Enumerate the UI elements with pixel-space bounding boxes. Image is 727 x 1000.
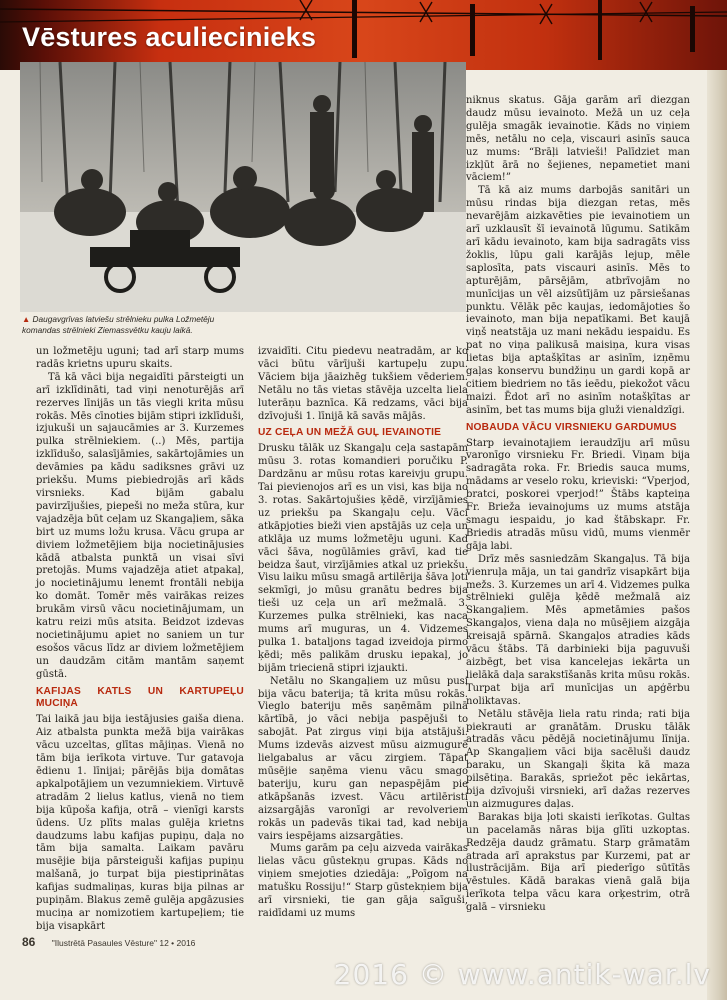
paragraph: Netālu no Skangaļiem uz mūsu pusi bija vācu baterija; tā krita mūsu rokās. Vieglo bateriju mēs saņēmām pilnā kārtībā, jo vāci nebija paspējuši to sabojāt. Pat zirgus viņi bija atstājuši. Mums izdevās aizvest mūsu aizmugurē lielgabalus ar vācu zirgiem. Tāpat mūsējie saņēma vienu vācu smago bateriju, kuru gan nepaspējām pie atkāpšanās izvest. Vācu artilēristi aizsargājās varonīgi ar revolveriem rokās un padevās tikai tad, kad nebija vairs iespējams aizsargāties. xyxy=(258,675,468,842)
photo-caption xyxy=(22,314,462,335)
paragraph: niknus skatus. Gāja garām arī diezgan daudz mūsu ievainoto. Mežā un uz ceļa gulēja smagāk ievainotie. Kāds no viņiem mēs, netālu no ceļa, viscauri asinīs sauca uz mums: “Brāļi latvieši! Palīdziet man izkļūt ārā no šejienes, nepametiet mani vāciem!” xyxy=(466,95,690,184)
paragraph: izvaidīti. Citu piedevu neatradām, ar ko vāci būtu vārījuši kartupeļu zupu. Vāciem bija jāaizhēg tukšiem vēderiem. Netālu no tās vietas stāvēja uzcelta liela luterāņu baznīca. Kā redzams, vāci bija dzīvojuši 1. līnijā kā savās mājās. xyxy=(258,346,468,422)
paragraph: Drusku tālāk uz Skangaļu ceļa sastapām mūsu 3. rotas komandieri poručiku P. Dardzānu ar mūsu rotas kareivju grupu. Tai pievienojos arī es un visi, kas bija no 3. rotas. Sakārtojušies ķēdē, virzījāmies uz priekšu pa Skangaļu ceļu. Vāci atkāpjoties bieži vien apstājās uz ceļa un atklāja uz mums ložmetēju uguni. Kad vāci šāva, nogūlāmies grāvī, kad tie beidza šaut, virzījāmies atkal uz priekšu. Visu laiku mūsu smagā artilērija šāva ļoti sekmīgi, jo mūsu granātu bedres bija tieši uz ceļa un arī mežmalā. 3. Kurzemes pulka strēlnieki, kas naca mums arī muguras, un 4. Vidzemes pulka 1. bataljons tagad izveidoja pirmo ķēdi; mēs palikām drusku iepakaļ, jo bijām triecienā stipri izjaukti. xyxy=(258,443,468,674)
caption-line-1: Daugavgrīvas latviešu strēlnieku pulka Ložmetēju xyxy=(32,314,215,324)
publication-info: "Ilustrētā Pasaules Vēsture" 12 • 2016 xyxy=(51,938,196,948)
paragraph: Netālu stāvēja liela ratu rinda; rati bija piekrauti ar granātām. Drusku tālāk atradās vācu pēdējā nocietinājumu līnija. Ap Skangaļiem vāci bija sacēluši daudz baraku, un Skangaļi šķita kā maza pilsētiņa. Barakās, spriežot pēc iekārtas, bija dzīvojuši virsnieki, arī dažas rezerves un aizmugures daļas. xyxy=(466,708,690,810)
text-column-2 xyxy=(258,346,468,921)
text-column-3 xyxy=(466,95,690,915)
site-watermark: 2016 © www.antik-war.lv xyxy=(333,958,711,991)
paragraph: Starp ievainotajiem ieraudzīju arī mūsu varonīgo virsnieku Fr. Briedi. Viņam bija sadragāta roka. Fr. Briedis sauca mums, mādams ar veselo roku, krieviski: “Vperjod, bratci, poskorei vperjod!” Štābs kapteiņa Fr. Brieža ievainojums uz mums atstāja smagu iespaidu, jo kad štābskapr. Fr. Briedis atradās mūsu vidū, mums vienmēr gāja labi. xyxy=(466,437,690,552)
page-title: Vēstures aculiecinieks xyxy=(22,22,317,52)
soldiers-photo-illustration xyxy=(20,62,466,312)
caption-line-2: komandas strēlnieki Ziemassvētku kauju laikā. xyxy=(22,324,193,335)
paragraph: Tai laikā jau bija iestājusies gaiša diena. Aiz atbalsta punkta mežā bija vairākas vācu uzceltas, glītas mājiņas. Vienā no tām bija ierīkota virtuve. Tur gatavoja ēdienu 1. līnijai; pārējās bija domātas apkalpotājiem un vezumniekiem. Virtuvē atradām 2 lielus katlus, vienā no tiem bija kūpoša kafija, otrā – vienīgi karsts ūdens. Uz plīts malas gulēja krietns daudzums labu kafijas pupiņu, daļa no tām bija samalta. Laikam pavāru musējie bija pārsteiguši kafijas pupiņu malšanā, jo turpat bija piestiprinātas kafijas sudmaliņas, kuras bija pilnas ar pupiņām. Blakus zemē gulēja apgāzusies muciņa ar nomizotiem kartupeļiem; tie bija visapkārt xyxy=(36,714,244,932)
caption-triangle-icon: ▲ xyxy=(22,314,31,324)
text-column-1 xyxy=(36,346,244,934)
paragraph: un ložmetēju uguni; tad arī starp mums radās krietns upuru skaits. xyxy=(36,346,244,370)
paragraph: Tā kā vāci bija negaidīti pārsteigti un arī izklīdināti, tad viņi nenoturējās arī rezerves līnijās un tās viegli krita mūsu rokās. Mēs cīnoties bijām stipri izklīduši, izjukuši un sajaucāmies ar 3. Kurzemes pulka strēlniekiem. (..) Mēs, partija izklīdušo, salasījāmies, sakārtojāmies un devāmies pa kādu sadiksnes grāvi uz priekšu. Mums piebiedrojās arī kāds virsnieks. Kad bijām gabalu pavirzījušies, piepeši no meža stūra, kur vajadzēja būt ceļam uz Skangaļiem, sāka birt uz mums ložu krusa. Vācu grupa ar diviem ložmetējiem bija nocietinājusies kādā atbalsta punktā un visai sīvi pretojās. Mums vajadzēja atiet atpakaļ, jo nocietinājumu lenemt frontāli nebija ko domāt. Tomēr mēs vairākas reizes brukām virsū vācu nocietinājumam, un katru reizi mūs atsita. Beidzot izdevas nocietinājumu apiet no saniem un tur esošos vācus līdz ar diviem ložmetējiem un daudzām citām mantām saņemt gūstā. xyxy=(36,371,244,680)
paragraph: Drīz mēs sasniedzām Skangaļus. Tā bija vienruļa māja, un tai gandrīz visapkārt bija mežs. 3. Kurzemes un arī 4. Vidzemes pulka strēlnieki gulēja ķēdē mežmalā aiz Skangaļiem. Mēs apmetāmies pašos Skangaļos, viena daļa no mūsējiem aizgāja kreisajā spārnā. Skangaļos atradies kāds vācu štābs. Tā darbinieki bija paguvuši aizbēgt, bet visa kancelejas iekārta un lielākā daļa sarakstīšanās krita mūsu rokās. Turpat bija arī munīcijas un apģērbu noliktavas. xyxy=(466,553,690,707)
page-footer xyxy=(22,935,195,949)
section-heading: KAFIJAS KATLS UN KARTUPEĻU MUCIŅA xyxy=(36,685,244,710)
paragraph: Mums garām pa ceļu aizveda vairākas lielas vācu gūstekņu grupas. Kāds no viņiem smejoties dziedāja: „Poīgom na matušku Rossiju!“ Starp gūstekņiem bija arī virsnieki, tie gan gāja saīguši, raidīdami uz mums xyxy=(258,843,468,919)
paragraph: Barakas bija ļoti skaisti ierīkotas. Gultas un pacelamās nāras bija glīti uzkoptas. Redzēja daudz grāmatu. Starp grāmatām atrada arī aprakstus par Kurzemi, pat ar ilustrācijām. Bija arī piederīgo sūtītās vēstules. Kādā barakas vienā galā bija ierīkota telpa vācu kara orķestrim, otrā galā – virsnieku xyxy=(466,811,690,914)
section-heading: UZ CEĻA UN MEŽĀ GUĻ IEVAINOTIE xyxy=(258,427,442,439)
section-heading: NOBAUDA VĀCU VIRSNIEKU GARDUMUS xyxy=(466,421,677,433)
header-banner xyxy=(0,0,727,70)
historical-photo xyxy=(20,62,466,312)
page-number: 86 xyxy=(22,935,36,949)
paragraph: Tā kā aiz mums darbojās sanitāri un mūsu rindas bija diezgan retas, mēs nevarējām aizkavēties pie ievainotiem un arī uzklausīt šī ievainotā lūgumu. Satikām arī kādu ievainoto, kam bija sadragāts viss žoklis, lūpu gali karājās lejup, mēle saplosīta, pats viscauri asinīs. Mēs to apturējām, pārsējām, atbrīvojām no munīcijas un vēl aizsūtījām uz pārsiešanas punktu. Vēlāk pēc kaujas, iedomājoties šo ievainoto, man bija nepatīkami. Bet kaujā viņš neatstāja uz mani nekādu iespaidu. Es pat no viņa palikusā maisiņa, kura visas lietas bija aptašķītas ar asinīm, izņēmu gaļas konservu bundžiņu un gardi kopā ar citiem biedriem no tās ieēdu, piekožot vācu maizi. Ēdot arī no asinīm notašķītas ar asinīm, bet tas mums bija gluži vienaldzīgi. xyxy=(466,185,690,416)
scan-page-edge xyxy=(707,0,727,1000)
